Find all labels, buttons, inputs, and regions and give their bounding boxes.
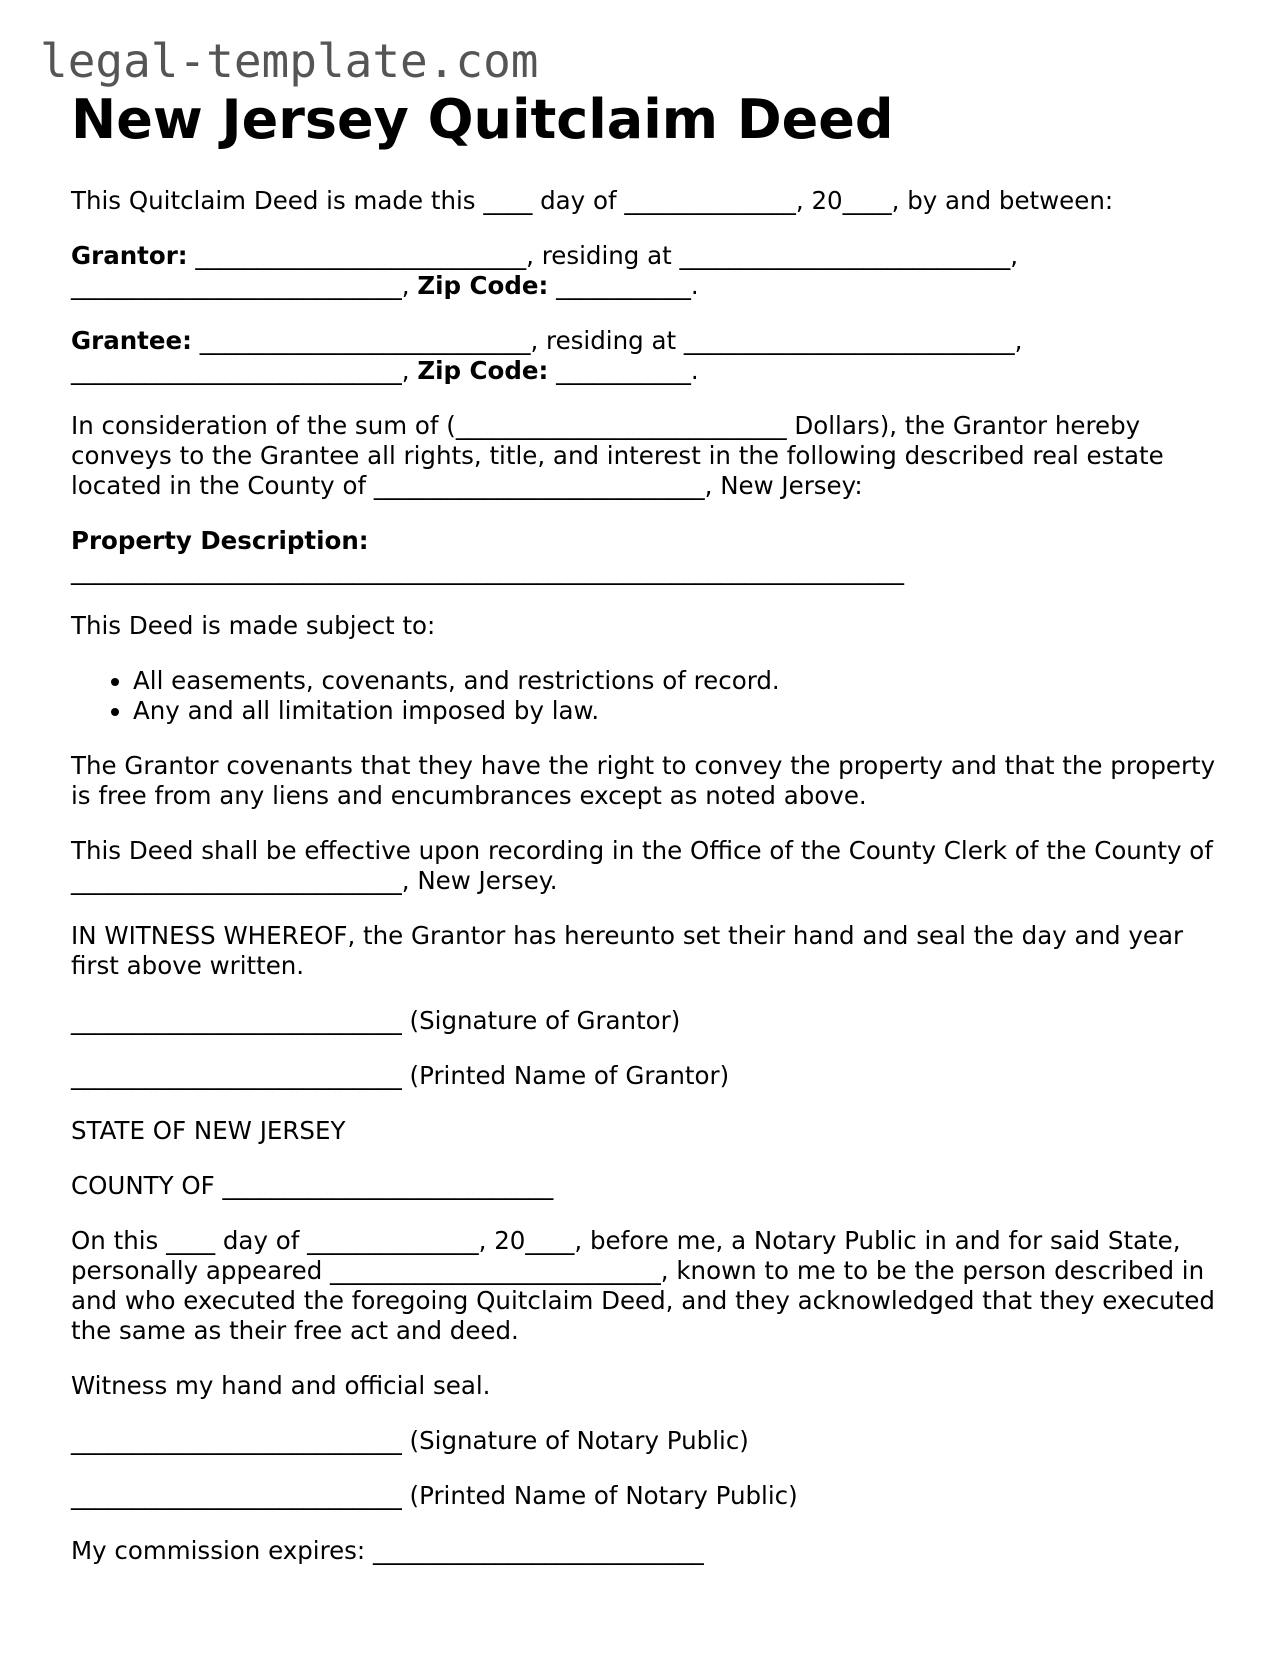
property-blank: ____________________________________________________________________ xyxy=(71,556,904,585)
grantor-zip-blank: ___________. xyxy=(548,271,699,300)
state-heading: STATE OF NEW JERSEY xyxy=(71,1116,346,1145)
effective-paragraph: This Deed shall be effective upon recording in the Office of the County Clerk of the County of ___________________________, New Jersey. xyxy=(71,836,1213,895)
page-title: New Jersey Quitclaim Deed xyxy=(71,88,894,151)
grantee-zip-label: Zip Code: xyxy=(417,356,549,385)
deed-document xyxy=(71,88,1221,1591)
grantor-line-b: ___________________________, xyxy=(71,271,418,300)
grantor-printed-name-line: ___________________________ (Printed Name of Grantor) xyxy=(71,1061,730,1090)
grantee-zip-blank: ___________. xyxy=(548,356,699,385)
property-label: Property Description: xyxy=(71,526,369,555)
covenant-paragraph: The Grantor covenants that they have the right to convey the property and that the property is free from any liens and encumbrances except as noted above. xyxy=(71,751,1216,810)
grantor-signature-line: ___________________________ (Signature of Grantor) xyxy=(71,1006,681,1035)
witness-paragraph: IN WITNESS WHEREOF, the Grantor has hereunto set their hand and seal the day and year first above written. xyxy=(71,921,1184,980)
watermark: legal-template.com xyxy=(40,34,539,88)
commission-expires-line: My commission expires: ___________________________ xyxy=(71,1536,704,1565)
grantee-label: Grantee: xyxy=(71,326,192,355)
grantor-zip-label: Zip Code: xyxy=(417,271,549,300)
list-item: • All easements, covenants, and restrictions of record. xyxy=(133,666,1221,696)
grantor-label: Grantor: xyxy=(71,241,188,270)
acknowledgment-paragraph: On this ____ day of ______________, 20____, before me, a Notary Public in and for said State, personally appeared ___________________________, known to me to be the person described in and who executed the foregoing Quitclaim Deed, and they acknowledged that they executed the same as their free act and deed. xyxy=(71,1226,1215,1345)
grantee-line-b: ___________________________, xyxy=(71,356,418,385)
property-description-block xyxy=(71,526,1221,586)
witness-seal-line: Witness my hand and official seal. xyxy=(71,1371,491,1400)
grantor-block xyxy=(71,241,1221,301)
intro-paragraph: This Quitclaim Deed is made this ____ day of ______________, 20____, by and between: xyxy=(71,186,1114,215)
subject-list xyxy=(71,666,1221,726)
county-line: COUNTY OF ___________________________ xyxy=(71,1171,554,1200)
grantor-line-a: ___________________________, residing at ___________________________, xyxy=(187,241,1019,270)
notary-signature-line: ___________________________ (Signature of Notary Public) xyxy=(71,1426,749,1455)
grantee-line-a: ___________________________, residing at ___________________________, xyxy=(191,326,1023,355)
list-item: • Any and all limitation imposed by law. xyxy=(133,696,1221,726)
notary-printed-name-line: ___________________________ (Printed Name of Notary Public) xyxy=(71,1481,798,1510)
grantee-block xyxy=(71,326,1221,386)
subject-intro: This Deed is made subject to: xyxy=(71,611,436,640)
consideration-paragraph: In consideration of the sum of (___________________________ Dollars), the Grantor hereby conveys to the Grantee all rights, title, and interest in the following described real estate located in the County of ___________________________, New Jersey: xyxy=(71,411,1164,500)
